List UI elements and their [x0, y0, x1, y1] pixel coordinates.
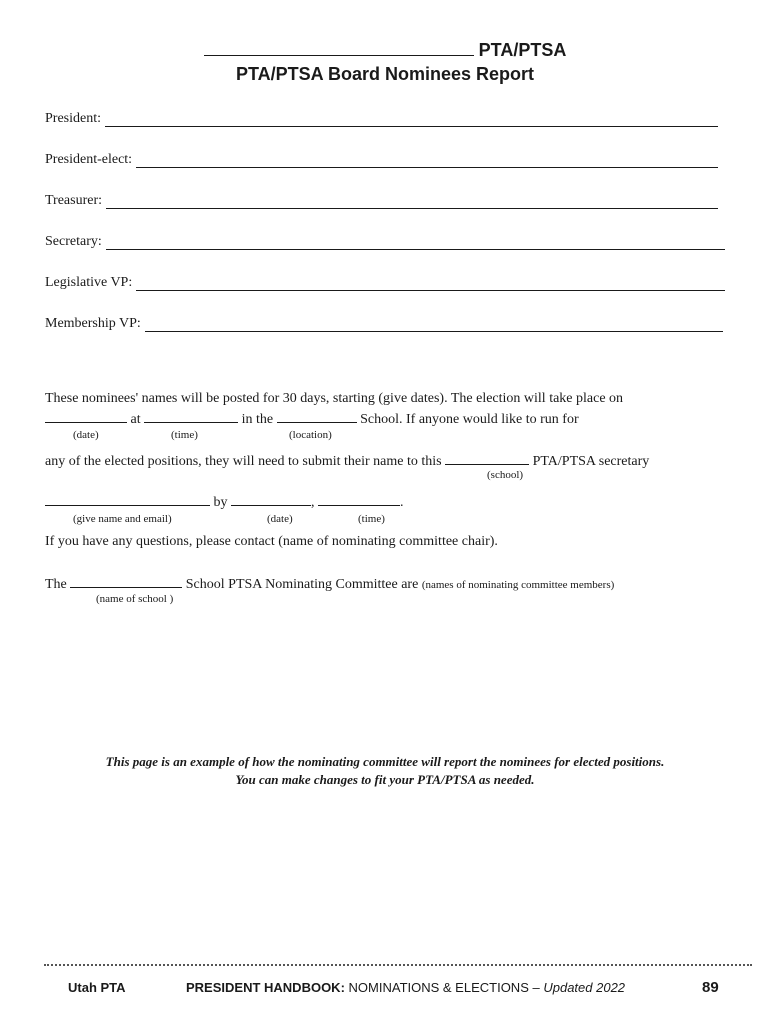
questions-line: If you have any questions, please contact (name of nominating committee chair).: [45, 534, 498, 549]
field-legislative-vp: [45, 275, 725, 291]
field-label: President:: [45, 111, 101, 126]
footer-updated: Updated 2022: [543, 980, 626, 995]
text-by: by: [213, 495, 228, 510]
field-line: [105, 112, 718, 127]
page-number: 89: [702, 979, 719, 996]
caption-location: (location): [289, 429, 332, 441]
time-blank: [144, 410, 238, 423]
committee-text: School PTSA Nominating Committee are: [185, 577, 419, 592]
school-blank: [445, 452, 529, 465]
text-period: .: [400, 495, 404, 510]
field-line: [136, 276, 725, 291]
name-email-blank: [45, 493, 210, 506]
deadline-line: [45, 493, 404, 511]
caption-school: (school): [487, 469, 524, 481]
submit-paragraph: [45, 452, 649, 470]
example-note-line2: You can make changes to fit your PTA/PTSA as needed.: [235, 772, 535, 787]
footer-title: [186, 980, 625, 995]
date-blank: [45, 410, 127, 423]
field-secretary: [45, 234, 725, 250]
title-suffix: PTA/PTSA: [478, 40, 567, 60]
field-label: President-elect:: [45, 152, 133, 167]
field-label: Treasurer:: [45, 193, 103, 208]
caption-date-2: (date): [267, 513, 293, 525]
caption-time: (time): [171, 429, 198, 441]
location-blank: [277, 410, 357, 423]
pta-name-blank: [204, 43, 474, 56]
field-label: Membership VP:: [45, 316, 141, 331]
caption-name-of-school: (name of school ): [96, 593, 174, 605]
committee-line: [45, 575, 614, 593]
school-name-blank: [70, 575, 182, 588]
caption-date: (date): [73, 429, 99, 441]
committee-members-note: (names of nominating committee members): [421, 579, 615, 591]
field-president-elect: [45, 152, 718, 168]
footer-section: NOMINATIONS & ELECTIONS –: [348, 980, 540, 995]
text-the: The: [45, 577, 67, 592]
posting-paragraph-line1: These nominees' names will be posted for 30 days, starting (give dates). The election will take place on: [45, 391, 624, 406]
submit-text: any of the elected positions, they will need to submit their name to this: [45, 454, 442, 469]
text-at: at: [130, 412, 141, 427]
page-title-line1: [0, 40, 770, 61]
caption-give-name: (give name and email): [73, 513, 172, 525]
posting-paragraph-line2: [45, 410, 579, 428]
footer-org: Utah PTA: [68, 980, 126, 995]
field-treasurer: [45, 193, 718, 209]
field-line: [106, 194, 718, 209]
example-note-line1: This page is an example of how the nominating committee will report the nominees for elected positions.: [105, 754, 665, 769]
field-line: [145, 317, 723, 332]
field-label: Legislative VP:: [45, 275, 133, 290]
footer-divider: [44, 964, 752, 966]
caption-time-2: (time): [358, 513, 385, 525]
footer-handbook: PRESIDENT HANDBOOK:: [186, 980, 345, 995]
page-title: PTA/PTSA Board Nominees Report: [235, 64, 535, 84]
text-school-tail: School. If anyone would like to run for: [360, 412, 579, 427]
submit-tail: PTA/PTSA secretary: [532, 454, 650, 469]
field-membership-vp: [45, 316, 723, 332]
field-line: [106, 235, 725, 250]
field-line: [136, 153, 718, 168]
deadline-time-blank: [318, 493, 400, 506]
deadline-date-blank: [231, 493, 311, 506]
field-president: [45, 111, 718, 127]
text-in-the: in the: [241, 412, 274, 427]
text-comma: ,: [311, 495, 315, 510]
field-label: Secretary:: [45, 234, 102, 249]
